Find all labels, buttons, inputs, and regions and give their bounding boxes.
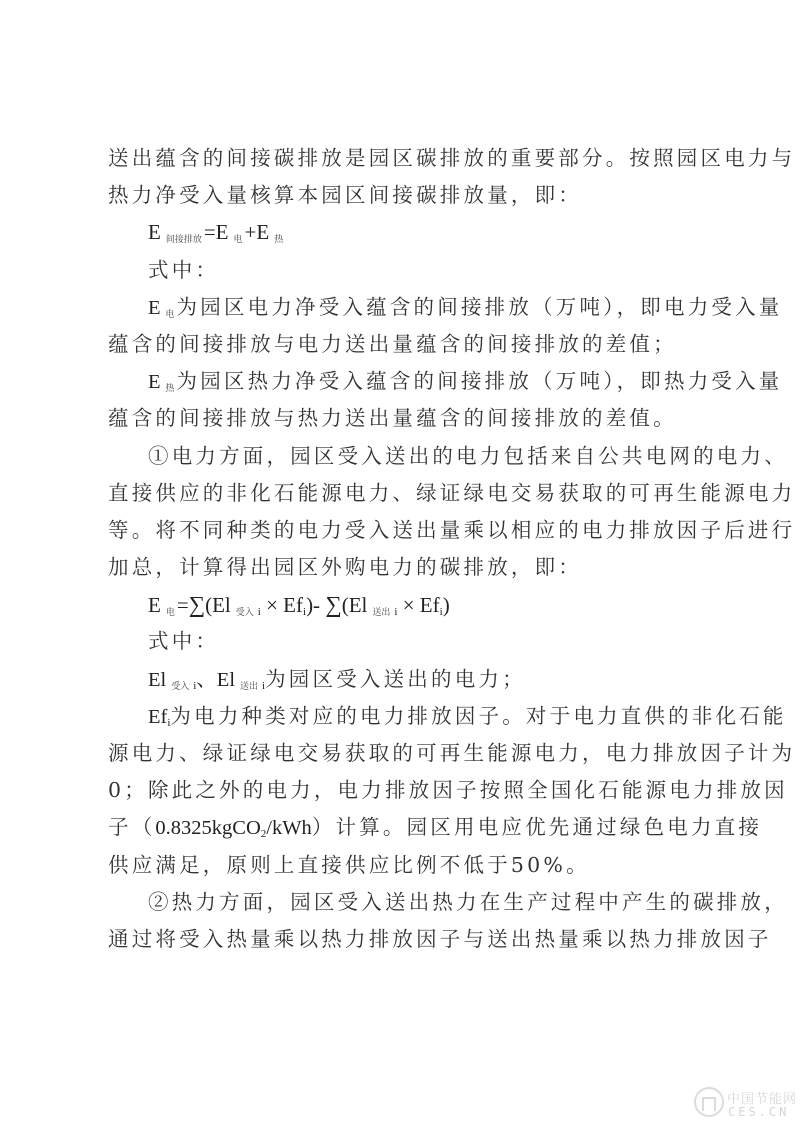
formula-symbol: )-: [306, 593, 326, 618]
paragraph-line: 0；除此之外的电力，电力排放因子按照全国化石能源电力排放因: [108, 778, 788, 803]
formula-symbol: =: [176, 593, 189, 618]
formula-index: i: [262, 679, 266, 692]
watermark-en-text: CES.CN: [728, 1105, 790, 1119]
formula-subscript: 间接排放: [165, 234, 202, 245]
formula-subscript: 2: [260, 828, 267, 841]
text-span: 子（: [108, 815, 156, 840]
formula-index: i: [394, 606, 398, 619]
definition-line: [108, 698, 787, 735]
formula-index: i: [303, 606, 307, 619]
paragraph-line: [108, 809, 763, 846]
paragraph-line: 通过将受入热量乘以热力排放因子与送出热量乘以热力排放因子: [108, 926, 772, 951]
formula-subscript: 受入: [171, 681, 190, 692]
paragraph-line: ①电力方面，园区受入送出的电力包括来自公共电网的电力、: [148, 443, 788, 468]
formula-symbol: 、El: [196, 668, 236, 691]
paragraph-line: 加总，计算得出园区外购电力的碳排放，即：: [108, 555, 582, 580]
paragraph-line: 送出蕴含的间接碳排放是园区碳排放的重要部分。按照园区电力与: [108, 146, 796, 170]
paragraph-line: 式中：: [148, 629, 220, 654]
formula-electricity-emission: [108, 586, 694, 623]
definition-line: [108, 289, 783, 326]
definition-text: 为园区电力净受入蕴含的间接排放（万吨），即电力受入量: [176, 294, 783, 319]
paragraph-line: 热力净受入量核算本园区间接碳排放量，即：: [108, 183, 582, 208]
formula-index: i: [167, 716, 171, 729]
definition-line: [108, 661, 694, 698]
formula-indirect-emission: [108, 214, 694, 251]
formula-symbol: Ef: [148, 705, 168, 728]
formula-index: i: [193, 679, 197, 692]
paragraph-line: 直接供应的非化石能源电力、绿证绿电交易获取的可再生能源电力: [108, 480, 796, 505]
emission-factor-unit: /kWh: [266, 817, 312, 840]
paragraph-line: 蕴含的间接排放与热力送出量蕴含的间接排放的差值。: [108, 406, 677, 431]
sum-symbol: ∑: [325, 592, 342, 618]
formula-subscript: 电: [165, 607, 175, 618]
formula-symbol: E: [148, 220, 161, 245]
formula-symbol: E: [148, 296, 161, 319]
formula-symbol: ): [442, 593, 450, 618]
formula-index: i: [439, 606, 443, 619]
text-span: ）计算。园区用电应优先通过绿色电力直接: [311, 815, 763, 840]
formula-symbol: (El: [205, 593, 231, 618]
ces-logo-icon: [694, 1087, 724, 1117]
paragraph-line: 供应满足，原则上直接供应比例不低于50%。: [108, 852, 590, 877]
document-page: [108, 140, 796, 958]
formula-subscript: 电: [165, 309, 175, 320]
formula-symbol: × Ef: [397, 593, 440, 618]
paragraph-line: 源电力、绿证绿电交易获取的可再生能源电力，电力排放因子计为: [108, 741, 796, 765]
watermark-cn-text: 中国节能网: [727, 1092, 798, 1107]
formula-subscript: 热: [274, 234, 284, 245]
paragraph-line: ②热力方面，园区受入送出热力在生产过程中产生的碳排放，: [148, 889, 788, 914]
formula-symbol: (El: [341, 593, 368, 618]
formula-symbol: E: [148, 371, 161, 394]
formula-subscript: 受入: [235, 607, 254, 618]
ces-watermark: [694, 1083, 798, 1127]
definition-text: 为园区受入送出的电力；: [265, 666, 526, 691]
formula-symbol: El: [148, 668, 167, 691]
sum-symbol: ∑: [188, 592, 206, 618]
paragraph-line: 等。将不同种类的电力受入送出量乘以相应的电力排放因子后进行: [108, 517, 796, 542]
formula-symbol: =E: [203, 220, 229, 245]
definition-text: 为园区热力净受入蕴含的间接排放（万吨），即热力受入量: [176, 369, 783, 394]
definition-text: 为电力种类对应的电力排放因子。对于电力直供的非化石能: [170, 703, 787, 728]
formula-symbol: E: [148, 593, 161, 618]
formula-subscript: 热: [165, 384, 175, 395]
formula-subscript: 送出: [372, 607, 391, 618]
formula-symbol: +E: [244, 220, 270, 245]
formula-subscript: 送出: [240, 681, 259, 692]
definition-line: [108, 363, 783, 400]
formula-symbol: × Ef: [260, 593, 303, 618]
paragraph-line: 蕴含的间接排放与电力送出量蕴含的间接排放的差值；: [108, 331, 677, 356]
formula-subscript: 电: [233, 234, 243, 245]
emission-factor-value: 0.8325kgCO: [155, 817, 261, 840]
paragraph-line: 式中：: [148, 257, 220, 282]
formula-index: i: [257, 606, 261, 619]
